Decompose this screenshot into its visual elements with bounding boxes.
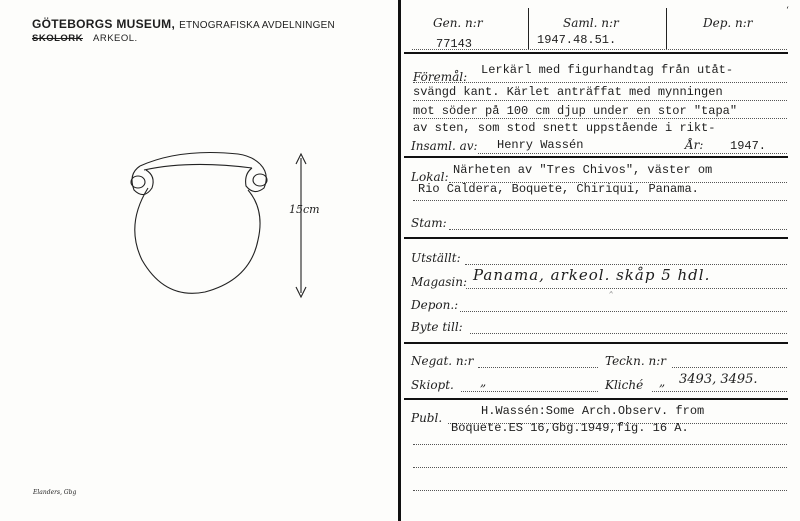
- panel-divider: [398, 0, 401, 521]
- printer-name: Elanders, Gbg: [33, 489, 77, 496]
- dotted-rule: [478, 153, 787, 154]
- foremal-label: Föremål:: [413, 70, 468, 84]
- corner-tick: ʻ: [786, 6, 789, 16]
- saml-nr-value: 1947.48.51.: [537, 33, 617, 47]
- year-value: 1947.: [730, 139, 767, 153]
- scale-label: 15cm: [289, 203, 320, 216]
- foremal-line-1: Lerkärl med figurhandtag från utåt-: [481, 63, 734, 77]
- dotted-rule: [460, 311, 787, 312]
- vessel-drawing: [120, 140, 350, 310]
- gen-nr-value: 77143: [436, 37, 473, 51]
- dotted-rule: [478, 367, 598, 368]
- magasin-value: Panama, arkeol. skåp 5 hdl.: [473, 266, 711, 284]
- depon-label: Depon.:: [411, 298, 459, 312]
- foremal-line-3: mot söder på 100 cm djup under en stor "tapa": [413, 104, 738, 118]
- skiopt-label: Skiopt.: [411, 378, 454, 392]
- dotted-rule: [413, 490, 787, 491]
- publ-line-1: H.Wassén:Some Arch.Observ. from: [481, 404, 705, 418]
- lokal-line-1: Närheten av "Tres Chivos", väster om: [453, 163, 713, 177]
- vessel-body: [135, 188, 260, 293]
- cliche-value: 3493, 3495.: [679, 372, 758, 387]
- dotted-rule: [449, 229, 787, 230]
- insaml-value: Henry Wassén: [497, 138, 584, 152]
- dotted-rule: [672, 367, 787, 368]
- section-line: [32, 33, 138, 44]
- teckn-label: Teckn. n:r: [605, 354, 667, 368]
- museum-name: GÖTEBORGS MUSEUM,: [32, 17, 176, 31]
- dotted-rule: [413, 100, 787, 101]
- negat-label: Negat. n:r: [411, 354, 474, 368]
- insaml-label: Insaml. av:: [411, 139, 478, 153]
- dotted-rule: [465, 264, 787, 265]
- faint-mark: ˆ: [607, 290, 613, 304]
- section-rule: [404, 156, 788, 158]
- section-rule: [404, 342, 788, 344]
- dotted-rule: [461, 391, 598, 392]
- dotted-rule: [413, 467, 787, 468]
- dotted-rule: [652, 391, 787, 392]
- dep-nr-label: Dep. n:r: [703, 16, 753, 30]
- dotted-rule: [413, 444, 787, 445]
- department-name: ETNOGRAFISKA AVDELNINGEN: [179, 20, 335, 31]
- gen-nr-label: Gen. n:r: [433, 16, 483, 30]
- magasin-label: Magasin:: [411, 275, 468, 289]
- section-rule: [404, 398, 788, 400]
- column-divider: [666, 8, 667, 50]
- stam-label: Stam:: [411, 216, 447, 230]
- dotted-rule: [466, 288, 787, 289]
- foremal-line-2: svängd kant. Kärlet anträffat med mynningen: [413, 85, 723, 99]
- byte-label: Byte till:: [411, 320, 463, 334]
- section-rule: [404, 52, 788, 54]
- saml-nr-label: Saml. n:r: [563, 16, 619, 30]
- year-label: År:: [685, 138, 704, 152]
- lokal-label: Lokal:: [411, 170, 449, 184]
- dotted-rule: [413, 200, 787, 201]
- struck-section: SKOLORK: [32, 33, 83, 44]
- section-rule: [404, 237, 788, 239]
- utstallt-label: Utställt:: [411, 251, 461, 265]
- publ-line-2: Boquete.ES 16,Gbg.1949,fig. 16 A.: [451, 421, 689, 435]
- museum-header: [32, 17, 335, 31]
- lokal-line-2: Rio Caldera, Boquete, Chiriqui, Panama.: [418, 182, 699, 196]
- dotted-rule: [470, 333, 787, 334]
- cliche-label: Kliché: [605, 378, 644, 392]
- vessel-rim-inner: [144, 164, 252, 170]
- dotted-rule: [413, 118, 787, 119]
- left-handle: [132, 166, 153, 195]
- cliche-ditto: „: [659, 375, 666, 389]
- column-divider: [528, 8, 529, 50]
- publ-label: Publ.: [411, 411, 443, 425]
- foremal-line-4: av sten, som stod snett uppstående i rikt-: [413, 121, 716, 135]
- dotted-rule: [413, 82, 787, 83]
- section-name: ARKEOL.: [93, 33, 138, 44]
- skiopt-ditto: „: [480, 375, 487, 389]
